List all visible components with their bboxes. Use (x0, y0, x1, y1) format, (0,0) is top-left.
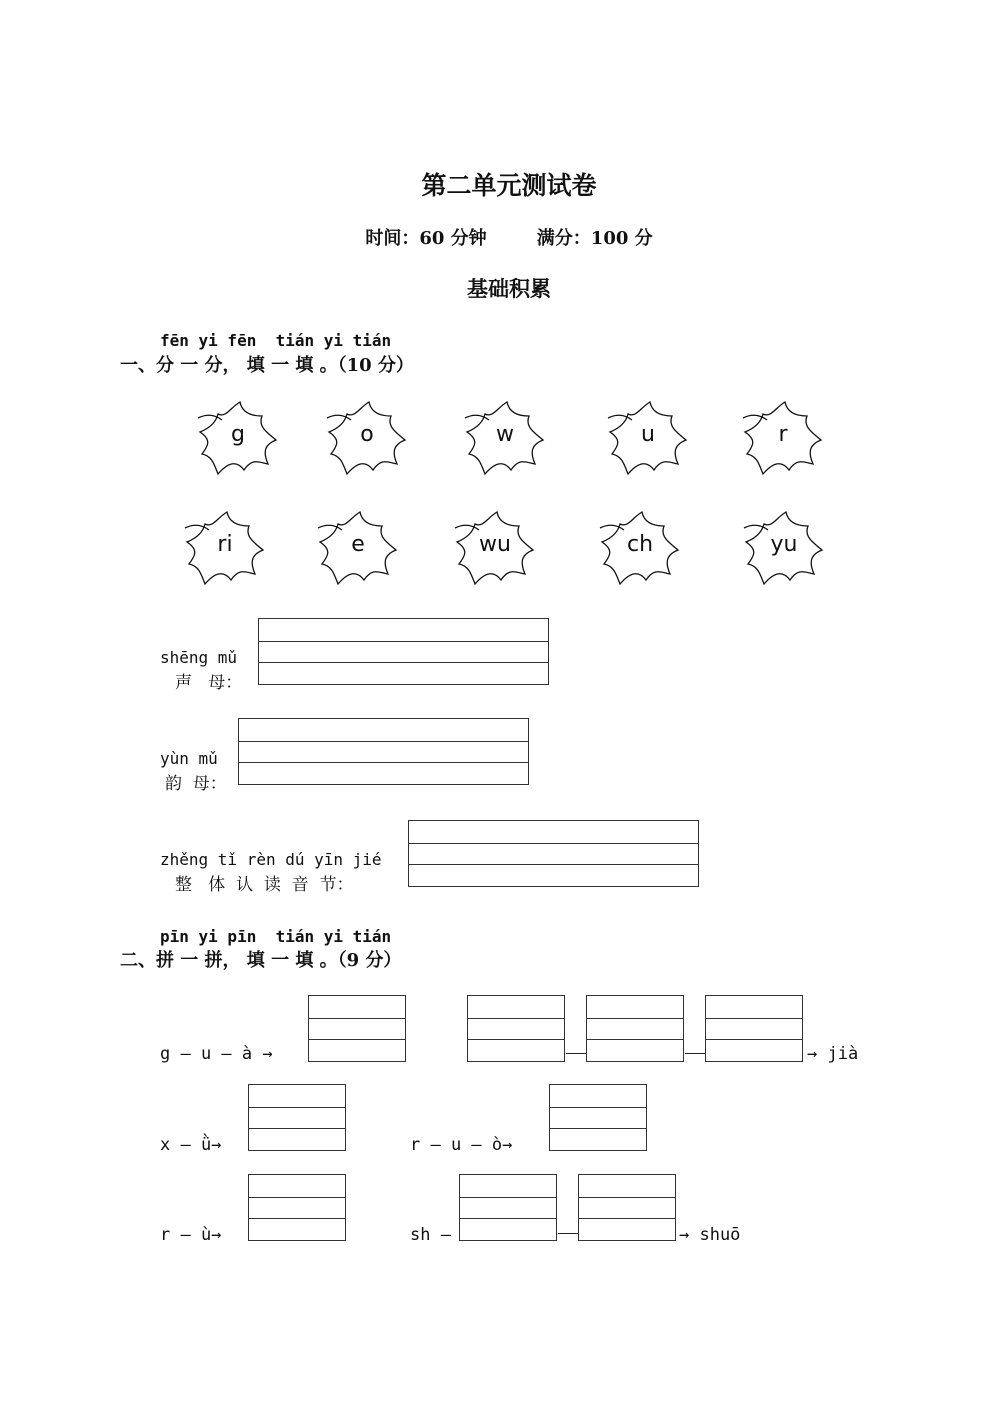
leaf-card[interactable] (741, 400, 825, 476)
ruo-writing-grid[interactable] (549, 1084, 647, 1151)
leaf-card[interactable] (325, 400, 409, 476)
gua-writing-grid[interactable] (308, 995, 406, 1062)
connector-dash (558, 1233, 578, 1234)
leaf-letter: u (641, 422, 655, 447)
xu-equation: x — ǜ→ (160, 1135, 222, 1155)
leaf-letter: g (231, 422, 245, 447)
yunmu-writing-grid[interactable] (238, 718, 529, 785)
jia-writing-grid-2[interactable] (586, 995, 684, 1062)
section-title: 基础积累 (467, 276, 551, 301)
connector-dash (566, 1053, 586, 1054)
zhengti-pinyin: zhěng tǐ rèn dú yīn jié (160, 850, 382, 869)
yunmu-label: 韵 母： (165, 774, 227, 794)
leaf-letter: w (496, 422, 514, 447)
leaf-letter: r (778, 422, 788, 447)
q1-pinyin: fēn yi fēn tián yi tián (160, 331, 392, 350)
leaf-card[interactable] (598, 510, 682, 586)
shengmu-writing-grid[interactable] (258, 618, 549, 685)
leaf-letter: o (360, 422, 374, 447)
leaf-card[interactable] (196, 400, 280, 476)
shengmu-pinyin: shēng mǔ (160, 648, 238, 667)
gua-equation: g — u — à → (160, 1044, 273, 1064)
shengmu-label: 声 母： (175, 673, 243, 693)
leaf-card[interactable] (606, 400, 690, 476)
leaf-card[interactable] (742, 510, 826, 586)
sh-equation: sh — (410, 1225, 451, 1245)
leaf-card[interactable] (453, 510, 537, 586)
leaf-letter: ri (217, 532, 233, 557)
exam-meta: 时间：60 分钟 满分：100 分 (365, 228, 653, 249)
q2-pinyin: pīn yi pīn tián yi tián (160, 927, 392, 946)
page-title: 第二单元测试卷 (421, 171, 597, 200)
jia-target: → jià (807, 1044, 859, 1064)
xu-writing-grid[interactable] (248, 1084, 346, 1151)
leaf-letter: yu (770, 532, 798, 557)
jia-writing-grid-1[interactable] (467, 995, 565, 1062)
leaf-letter: e (351, 532, 365, 557)
shuo-writing-grid-1[interactable] (459, 1174, 557, 1241)
leaf-letter: wu (479, 532, 511, 557)
yunmu-pinyin: yùn mǔ (160, 749, 218, 768)
q2-title: 二、拼 一 拼， 填 一 填 。（9 分） (120, 950, 402, 971)
leaf-card[interactable] (463, 400, 547, 476)
ru-equation: r — ù→ (160, 1225, 222, 1245)
leaf-card[interactable] (183, 510, 267, 586)
zhengti-writing-grid[interactable] (408, 820, 699, 887)
connector-dash (685, 1053, 705, 1054)
jia-writing-grid-3[interactable] (705, 995, 803, 1062)
shuo-writing-grid-2[interactable] (578, 1174, 676, 1241)
leaf-card[interactable] (316, 510, 400, 586)
zhengti-label: 整 体 认 读 音 节： (175, 875, 354, 895)
q1-title: 一、分 一 分， 填 一 填 。（10 分） (120, 355, 414, 376)
ruo-equation: r — u — ò→ (410, 1135, 513, 1155)
ru-writing-grid[interactable] (248, 1174, 346, 1241)
shuo-target: → shuō (679, 1225, 741, 1245)
leaf-letter: ch (626, 532, 654, 557)
